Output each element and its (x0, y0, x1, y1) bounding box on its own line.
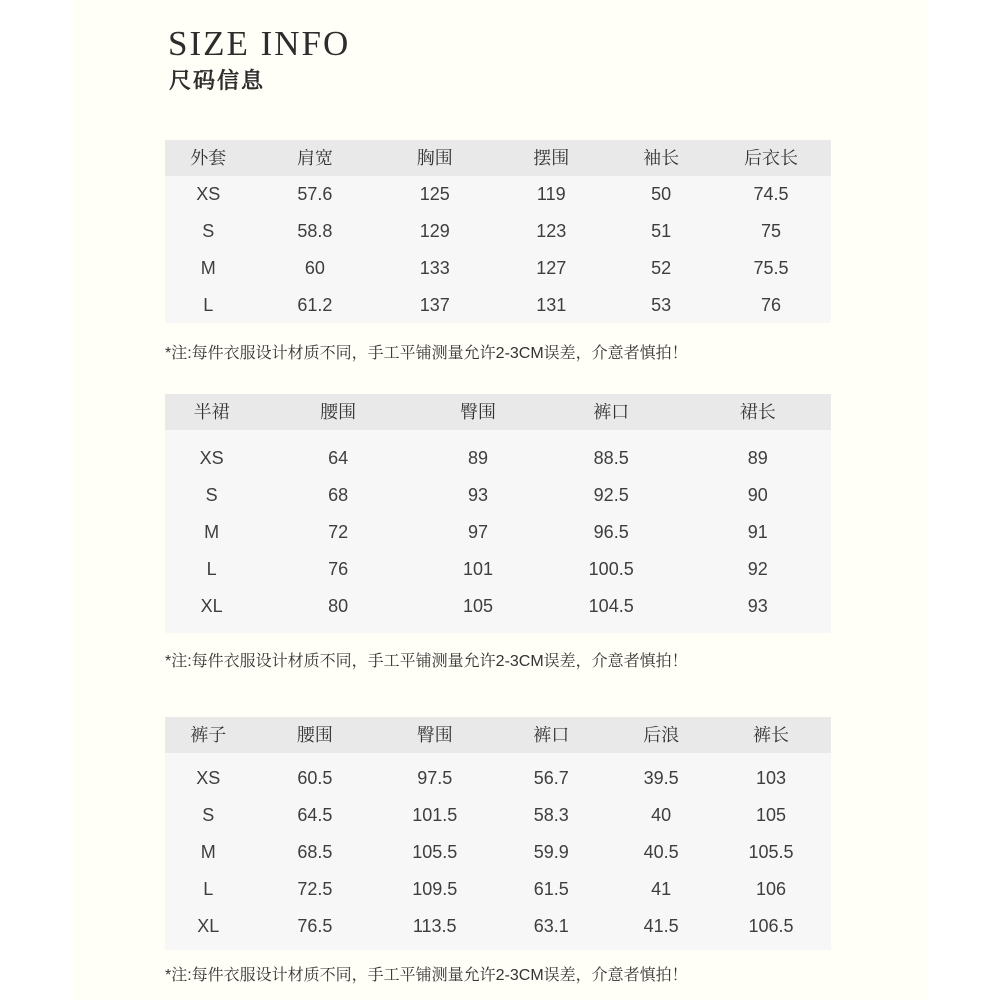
size-label: L (203, 879, 214, 898)
measurement-value: 97.5 (417, 768, 453, 787)
size-label: M (200, 258, 216, 277)
column-header: 外套 (190, 149, 227, 167)
measurement-value: 100.5 (588, 559, 634, 578)
measurement-value: 113.5 (412, 916, 457, 935)
table-row (165, 833, 831, 870)
table-row (165, 213, 831, 250)
table-row (165, 870, 831, 907)
size-label: S (205, 485, 218, 504)
column-header: 腰围 (320, 403, 357, 421)
measurement-value: 39.5 (643, 768, 679, 787)
column-header: 肩宽 (296, 149, 333, 167)
size-label: S (202, 805, 215, 824)
size-label: XS (196, 768, 221, 787)
table-header-row (165, 717, 831, 753)
table-body (165, 430, 831, 633)
column-header: 裤口 (533, 726, 570, 744)
measurement-value: 92 (747, 559, 768, 578)
measurement-value: 50 (651, 185, 672, 204)
column-header: 臀围 (416, 726, 453, 744)
measurement-value: 103 (756, 768, 787, 787)
measurement-value: 68.5 (297, 842, 333, 861)
column-header: 摆围 (533, 149, 570, 167)
size-label: XS (199, 448, 224, 467)
size-label: M (200, 842, 216, 861)
table-body (165, 753, 831, 950)
size-label: L (206, 559, 217, 578)
measurement-value: 75.5 (753, 258, 789, 277)
measurement-value: 129 (419, 222, 450, 241)
measurement-value: 41.5 (643, 916, 679, 935)
measurement-value: 68 (328, 485, 349, 504)
measurement-value: 93 (467, 485, 489, 504)
size-label: XS (196, 185, 221, 204)
column-header: 裤子 (190, 726, 227, 744)
measurement-value: 57.6 (297, 185, 333, 204)
measurement-note: *注:每件衣服设计材质不同，手工平铺测量允许2-3CM误差，介意者慎拍！ (165, 345, 688, 362)
measurement-note: *注:每件衣服设计材质不同，手工平铺测量允许2-3CM误差，介意者慎拍！ (165, 967, 688, 984)
measurement-value: 56.7 (533, 768, 569, 787)
column-header: 裤长 (753, 726, 790, 744)
column-header: 后衣长 (744, 149, 799, 167)
size-label: XL (197, 916, 220, 935)
measurement-value: 105 (756, 805, 787, 824)
size-label: XL (200, 596, 223, 615)
measurement-value: 89 (747, 448, 768, 467)
measurement-value: 106 (756, 879, 787, 898)
measurement-value: 61.5 (533, 879, 569, 898)
measurement-note: *注:每件衣服设计材质不同，手工平铺测量允许2-3CM误差，介意者慎拍！ (165, 653, 688, 670)
column-header: 半裙 (193, 403, 230, 421)
measurement-value: 76.5 (297, 916, 333, 935)
table-row (165, 550, 831, 587)
measurement-value: 59.9 (533, 842, 569, 861)
measurement-value: 74.5 (753, 185, 789, 204)
measurement-value: 80 (328, 596, 349, 615)
measurement-value: 133 (419, 258, 450, 277)
measurement-value: 104.5 (588, 596, 634, 615)
column-header: 袖长 (643, 149, 680, 167)
measurement-value: 64 (328, 448, 349, 467)
table-header-row (165, 394, 831, 430)
measurement-value: 53 (651, 295, 672, 314)
content-panel (74, 0, 927, 1000)
table-row (165, 176, 831, 213)
measurement-value: 131 (536, 295, 567, 314)
measurement-value: 58.8 (297, 222, 333, 241)
measurement-value: 72.5 (297, 879, 333, 898)
page-subtitle: 尺码信息 (169, 68, 266, 93)
measurement-value: 58.3 (533, 805, 569, 824)
table-row (165, 587, 831, 624)
table-row (165, 796, 831, 833)
column-header: 后浪 (643, 726, 680, 744)
measurement-value: 92.5 (593, 485, 629, 504)
measurement-value: 89 (467, 448, 489, 467)
measurement-value: 88.5 (593, 448, 629, 467)
measurement-value: 137 (419, 295, 450, 314)
measurement-value: 51 (651, 222, 672, 241)
measurement-value: 76 (328, 559, 349, 578)
table-body (165, 176, 831, 323)
measurement-value: 93 (747, 596, 768, 615)
measurement-value: 60 (304, 258, 325, 277)
size-table-pants (165, 717, 831, 950)
size-table-skirt (165, 394, 831, 633)
measurement-value: 76 (761, 295, 782, 314)
size-label: S (202, 222, 215, 241)
table-row (165, 513, 831, 550)
measurement-value: 40 (651, 805, 672, 824)
measurement-value: 105.5 (748, 842, 794, 861)
table-header-row (165, 140, 831, 176)
measurement-value: 64.5 (297, 805, 333, 824)
measurement-value: 109.5 (412, 879, 458, 898)
measurement-value: 105.5 (412, 842, 458, 861)
size-table-outerwear (165, 140, 831, 323)
table-row (165, 439, 831, 476)
measurement-value: 90 (747, 485, 768, 504)
size-label: L (203, 295, 214, 314)
measurement-value: 61.2 (297, 295, 333, 314)
measurement-value: 96.5 (593, 522, 629, 541)
measurement-value: 72 (328, 522, 349, 541)
column-header: 裤口 (593, 403, 630, 421)
measurement-value: 127 (536, 258, 567, 277)
measurement-value: 123 (536, 222, 567, 241)
measurement-value: 106.5 (748, 916, 794, 935)
measurement-value: 101 (462, 559, 494, 578)
measurement-value: 101.5 (412, 805, 458, 824)
measurement-value: 119 (536, 185, 566, 204)
table-row (165, 759, 831, 796)
table-row (165, 286, 831, 323)
column-header: 腰围 (296, 726, 333, 744)
measurement-value: 97 (467, 522, 489, 541)
table-row (165, 250, 831, 287)
measurement-value: 91 (747, 522, 768, 541)
measurement-value: 40.5 (643, 842, 679, 861)
measurement-value: 63.1 (533, 916, 569, 935)
table-row (165, 907, 831, 944)
measurement-value: 105 (462, 596, 494, 615)
column-header: 胸围 (416, 149, 453, 167)
measurement-value: 75 (761, 222, 782, 241)
measurement-value: 125 (419, 185, 450, 204)
measurement-value: 52 (651, 258, 672, 277)
column-header: 臀围 (460, 403, 496, 421)
measurement-value: 60.5 (297, 768, 333, 787)
size-label: M (204, 522, 220, 541)
table-row (165, 476, 831, 513)
column-header: 裙长 (739, 403, 776, 421)
page-title: SIZE INFO (168, 24, 351, 63)
measurement-value: 41 (651, 879, 672, 898)
